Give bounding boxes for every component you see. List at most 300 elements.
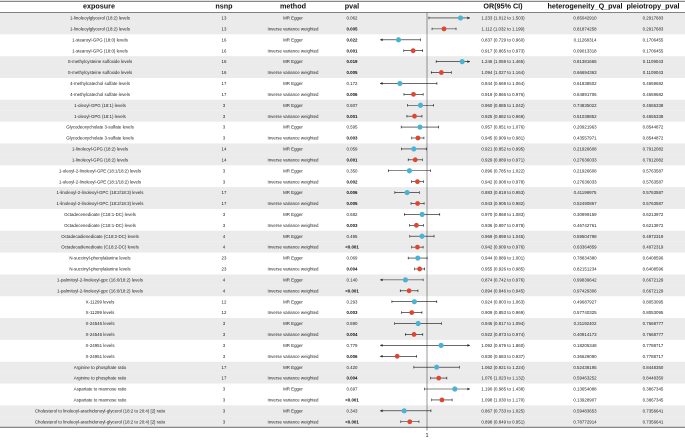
heterogeneity-cell: 0.21192402 — [573, 321, 597, 327]
pval-cell: 0.495 — [346, 233, 358, 239]
method-cell: MR Egger — [283, 124, 303, 130]
table-row — [70, 81, 664, 86]
exposure-cell: N-succinyl-phenylalanine levels — [69, 255, 131, 261]
method-cell: MR Egger — [283, 37, 303, 43]
heterogeneity-cell: 0.46742761 — [573, 222, 597, 228]
pleiotropy-cell: 0.1109043 — [642, 59, 664, 65]
method-cell: MR Egger — [283, 299, 303, 305]
pleiotropy-cell: 0.5763587 — [642, 179, 664, 185]
pleiotropy-cell: 0.4655338 — [642, 102, 664, 108]
or-ci-cell: 0.924 (0.803 to 1.063) — [481, 299, 525, 305]
pleiotropy-cell: 0.6672129 — [642, 277, 664, 283]
pval-cell: 0.595 — [346, 124, 358, 130]
or-ci-cell: 0.960 (0.885 to 1.042) — [481, 102, 525, 108]
ivw-estimate-point — [407, 419, 412, 424]
heterogeneity-cell: 0.09013318 — [573, 48, 597, 54]
pval-cell: 0.069 — [346, 255, 358, 261]
pval-cell: 0.140 — [346, 277, 358, 283]
method-cell: Inverse variance weighted — [267, 266, 319, 272]
exposure-cell: X-24951 levels — [85, 353, 115, 359]
table-row — [66, 125, 664, 130]
method-cell: Inverse variance weighted — [267, 332, 319, 338]
heterogeneity-cell: 0.74835022 — [573, 102, 597, 108]
method-cell: Inverse variance weighted — [267, 157, 319, 163]
egger-estimate-point — [412, 299, 417, 304]
header-pval: pval — [344, 1, 360, 11]
pleiotropy-cell: 0.8448350 — [642, 375, 664, 381]
or-ci-cell: 0.929 (0.889 to 0.971) — [481, 157, 525, 163]
method-cell: MR Egger — [283, 321, 303, 327]
egger-estimate-point — [396, 37, 401, 42]
nsnp-cell: 17 — [221, 201, 227, 207]
nsnp-cell: 13 — [221, 15, 227, 21]
egger-estimate-point — [411, 146, 416, 151]
exposure-cell: S-methylcysteine sulfoxide levels — [67, 59, 133, 65]
heterogeneity-cell: 0.52490867 — [573, 201, 597, 207]
exposure-cell: X-11299 levels — [85, 310, 115, 316]
table-row — [64, 212, 664, 217]
header-method: method — [280, 1, 306, 11]
pleiotropy-cell: 0.2917683 — [642, 15, 664, 21]
exposure-cell: 4-methylcatechol sulfate levels — [70, 91, 130, 97]
exposure-cell: 1-stearoyl-GPG (18:0) levels — [72, 48, 128, 54]
or-ci-cell: 0.898 (0.849 to 0.951) — [481, 419, 525, 425]
pleiotropy-cell: 0.8544872 — [642, 135, 664, 141]
pleiotropy-cell: 0.4972319 — [642, 233, 664, 239]
exposure-cell: 1-oleoyl-2-linoleoyl-GPE (18:1/18:2) levels — [58, 179, 142, 185]
nsnp-cell: 13 — [221, 26, 227, 32]
nsnp-cell: 3 — [222, 211, 226, 217]
heterogeneity-cell: 0.27636033 — [573, 157, 597, 163]
pleiotropy-cell: 0.1706455 — [642, 37, 664, 43]
heterogeneity-cell: 0.82151234 — [573, 266, 597, 272]
ivw-estimate-point — [395, 354, 400, 359]
method-cell: MR Egger — [283, 255, 303, 261]
header-row — [83, 2, 680, 11]
or-ci-cell: 0.922 (0.873 to 0.974) — [481, 332, 525, 338]
method-cell: Inverse variance weighted — [267, 91, 319, 97]
heterogeneity-cell: 0.13928907 — [573, 397, 597, 403]
method-cell: MR Egger — [283, 59, 303, 65]
heterogeneity-cell: 0.59483653 — [573, 408, 597, 414]
pleiotropy-cell: 0.6213972 — [642, 211, 664, 217]
ivw-estimate-point — [440, 398, 445, 403]
heterogeneity-cell: 0.78772914 — [573, 419, 597, 425]
exposure-cell: N-succinyl-phenylalanine levels — [69, 266, 131, 272]
pval-cell: 0.062 — [346, 15, 358, 21]
nsnp-cell: 4 — [222, 244, 226, 250]
or-ci-cell: 0.830 (0.683 to 0.937) — [481, 353, 525, 359]
method-cell: MR Egger — [283, 190, 303, 196]
ivw-estimate-point — [415, 245, 420, 250]
ivw-estimate-point — [411, 92, 416, 97]
table-row — [64, 223, 664, 228]
egger-estimate-point — [404, 190, 409, 195]
method-cell: Inverse variance weighted — [267, 70, 319, 76]
pval-cell: 0.172 — [346, 81, 358, 87]
pval-cell: 0.343 — [346, 408, 358, 414]
or-ci-cell: 1.246 (1.059 to 1.465) — [481, 59, 525, 65]
or-ci-cell: 0.909 (0.853 to 0.969) — [481, 310, 525, 316]
nsnp-cell: 12 — [221, 310, 227, 316]
ci-arrow-right — [467, 344, 470, 347]
egger-estimate-point — [420, 212, 425, 217]
pval-cell: <0.001 — [345, 244, 359, 250]
pleiotropy-cell: 0.7356641 — [642, 408, 664, 414]
or-ci-cell: 0.837 (0.729 to 0.960) — [481, 37, 525, 43]
egger-estimate-point — [418, 103, 423, 108]
pval-cell: 0.004 — [346, 375, 358, 381]
pleiotropy-cell: 0.4659682 — [642, 91, 664, 97]
pval-cell: 0.001 — [346, 48, 358, 54]
method-cell: Inverse variance weighted — [267, 310, 319, 316]
pleiotropy-cell: 0.7788717 — [642, 353, 664, 359]
nsnp-cell: 17 — [221, 190, 227, 196]
pleiotropy-cell: 0.4972319 — [642, 244, 664, 250]
exposure-cell: Glycodeoxycholate 3-sulfate levels — [66, 135, 134, 141]
or-ci-cell: 0.874 (0.742 to 0.976) — [481, 277, 525, 283]
exposure-cell: Aspartate to mannose ratio — [73, 397, 127, 403]
method-cell: MR Egger — [283, 408, 303, 414]
exposure-cell: 1-oleoyl-GPG (18:1) levels — [74, 113, 126, 119]
exposure-cell: Arginine to phosphate ratio — [73, 364, 127, 370]
pval-cell: 0.022 — [346, 37, 358, 43]
egger-estimate-point — [458, 15, 463, 20]
egger-estimate-point — [415, 255, 420, 260]
exposure-cell: Octadecenedioate (C18:1-DC) levels — [64, 211, 136, 217]
pval-cell: 0.003 — [346, 310, 358, 316]
or-ci-cell: 1.076 (1.023 to 1.132) — [481, 375, 525, 381]
nsnp-cell: 4 — [222, 288, 226, 294]
table-row — [66, 136, 664, 141]
or-ci-cell: 0.919 (0.866 to 0.976) — [481, 91, 525, 97]
nsnp-cell: 16 — [221, 37, 227, 43]
nsnp-cell: 14 — [221, 146, 227, 152]
pleiotropy-cell: 0.4655338 — [642, 113, 664, 119]
nsnp-cell: 3 — [222, 397, 226, 403]
heterogeneity-cell: 0.49687927 — [573, 299, 597, 305]
egger-estimate-point — [417, 124, 422, 129]
heterogeneity-cell: 0.85042910 — [573, 15, 597, 21]
heterogeneity-cell: 0.78834380 — [573, 255, 597, 261]
header-exposure: exposure — [83, 1, 115, 11]
table-row — [72, 48, 664, 53]
exposure-cell: 1-oleoyl-GPG (18:1) levels — [74, 102, 126, 108]
exposure-cell: Octadecadienedioate (C18:2-DC) levels — [61, 233, 139, 239]
pleiotropy-cell: 0.7356641 — [642, 419, 664, 425]
heterogeneity-cell: 0.81381665 — [573, 59, 597, 65]
exposure-cell: 1-linoleoyl-2-linoleoyl-GPC (18:2/18:3) levels — [56, 201, 144, 207]
pval-cell: 0.590 — [346, 321, 358, 327]
exposure-cell: 1-linoleoyl-GPG (18:2) levels — [71, 146, 129, 152]
nsnp-cell: 3 — [222, 408, 226, 414]
egger-estimate-point — [416, 321, 421, 326]
ivw-estimate-point — [412, 114, 417, 119]
header-or-ci: OR(95% CI) — [483, 1, 523, 11]
nsnp-cell: 3 — [222, 386, 226, 392]
table-row — [86, 299, 664, 304]
exposure-cell: X-24546 levels — [85, 332, 115, 338]
pleiotropy-cell: 0.8448350 — [642, 364, 664, 370]
method-cell: MR Egger — [283, 277, 303, 283]
pleiotropy-cell: 0.6408596 — [642, 255, 664, 261]
pval-cell: 0.005 — [346, 70, 358, 76]
method-cell: MR Egger — [283, 146, 303, 152]
heterogeneity-cell: 0.11268314 — [573, 37, 597, 43]
exposure-cell: 1-linoleoyl-GPG (18:2) levels — [71, 157, 129, 163]
nsnp-cell: 3 — [222, 113, 226, 119]
nsnp-cell: 4 — [222, 277, 226, 283]
or-ci-cell: 0.896 (0.785 to 1.022) — [481, 168, 525, 174]
pleiotropy-cell: 0.2917683 — [642, 26, 664, 32]
pleiotropy-cell: 0.7668777 — [642, 321, 664, 327]
exposure-cell: 1-stearoyl-GPG (18:0) levels — [72, 37, 128, 43]
exposure-cell: X-24546 levels — [85, 321, 115, 327]
heterogeneity-cell: 0.52438195 — [573, 364, 597, 370]
ivw-estimate-point — [411, 48, 416, 53]
heterogeneity-cell: 0.20921963 — [573, 124, 597, 130]
ivw-estimate-point — [416, 136, 421, 141]
pleiotropy-cell: 0.8544872 — [642, 124, 664, 130]
nsnp-cell: 3 — [222, 353, 226, 359]
method-cell: Inverse variance weighted — [267, 48, 319, 54]
heterogeneity-cell: 0.59504798 — [573, 233, 597, 239]
heterogeneity-cell: 0.99839642 — [573, 277, 597, 283]
pleiotropy-cell: 0.7912082 — [642, 146, 664, 152]
x-tick-label: 1 — [425, 433, 429, 439]
pleiotropy-cell: 0.3867345 — [642, 386, 664, 392]
pval-cell: 0.507 — [346, 102, 358, 108]
method-cell: MR Egger — [283, 15, 303, 21]
pval-cell: 0.001 — [346, 157, 358, 163]
nsnp-cell: 17 — [221, 375, 227, 381]
pval-cell: <0.001 — [345, 419, 359, 425]
or-ci-cell: 1.092 (0.679 to 1.860) — [481, 342, 525, 348]
heterogeneity-cell: 0.61838502 — [573, 81, 597, 87]
ivw-estimate-point — [409, 310, 414, 315]
pval-cell: <0.001 — [345, 288, 359, 294]
pleiotropy-cell: 0.5763587 — [642, 190, 664, 196]
method-cell: Inverse variance weighted — [267, 222, 319, 228]
method-cell: Inverse variance weighted — [267, 419, 319, 425]
or-ci-cell: 1.112 (1.032 to 1.199) — [481, 26, 525, 32]
or-ci-cell: 1.233 (1.012 to 1.503) — [481, 15, 525, 21]
method-cell: MR Egger — [283, 211, 303, 217]
heterogeneity-cell: 0.18205348 — [573, 342, 597, 348]
method-cell: MR Egger — [283, 364, 303, 370]
or-ci-cell: 0.917 (0.865 to 0.973) — [481, 48, 525, 54]
pleiotropy-cell: 0.7668777 — [642, 332, 664, 338]
heterogeneity-cell: 0.59463252 — [573, 375, 597, 381]
method-cell: MR Egger — [283, 168, 303, 174]
ivw-estimate-point — [412, 332, 417, 337]
ci-arrow-left — [380, 355, 383, 358]
or-ci-cell: 0.867 (0.733 to 1.025) — [481, 408, 525, 414]
exposure-cell: Cholesterol to linoleoyl-arachidonoyl-glycerol (18:2 to 20:4) [2] ratio — [34, 408, 166, 414]
exposure-cell: 1-linoleoylglycerol (18:2) levels — [69, 26, 131, 32]
ivw-estimate-point — [417, 267, 422, 272]
or-ci-cell: 0.921 (0.852 to 0.995) — [481, 146, 525, 152]
table-row — [86, 310, 664, 315]
method-cell: Inverse variance weighted — [267, 375, 319, 381]
heterogeneity-cell: 0.63364859 — [573, 244, 597, 250]
method-cell: Inverse variance weighted — [267, 288, 319, 294]
header-nsnp: nsnp — [215, 1, 233, 11]
nsnp-cell: 3 — [222, 342, 226, 348]
pval-cell: 0.002 — [346, 179, 358, 185]
pleiotropy-cell: 0.6213972 — [642, 222, 664, 228]
pleiotropy-cell: 0.6408596 — [642, 266, 664, 272]
nsnp-cell: 16 — [221, 59, 227, 65]
ivw-estimate-point — [436, 376, 441, 381]
or-ci-cell: 0.946 (0.817 to 1.094) — [481, 321, 525, 327]
or-ci-cell: 0.957 (0.851 to 1.076) — [481, 124, 525, 130]
exposure-cell: Arginine to phosphate ratio — [73, 375, 127, 381]
exposure-cell: 1-oleoyl-2-linoleoyl-GPE (18:1/18:2) levels — [58, 168, 142, 174]
egger-estimate-point — [460, 59, 465, 64]
egger-estimate-point — [434, 365, 439, 370]
ci-arrow-left — [380, 82, 383, 85]
method-cell: MR Egger — [283, 342, 303, 348]
ivw-estimate-point — [415, 179, 420, 184]
nsnp-cell: 3 — [222, 419, 226, 425]
heterogeneity-cell: 0.81874258 — [573, 26, 597, 32]
method-cell: Inverse variance weighted — [267, 113, 319, 119]
pval-cell: 0.019 — [346, 59, 358, 65]
method-cell: Inverse variance weighted — [267, 201, 319, 207]
or-ci-cell: 0.894 (0.846 to 0.945) — [481, 288, 525, 294]
exposure-cell: 1-palmitoyl-2-linoleoyl-gpc (16:0/18:2) levels — [57, 277, 143, 283]
table-row — [69, 267, 664, 272]
method-cell: Inverse variance weighted — [267, 397, 319, 403]
nsnp-cell: 4 — [222, 233, 226, 239]
nsnp-cell: 3 — [222, 179, 226, 185]
pleiotropy-cell: 0.5763587 — [642, 168, 664, 174]
egger-estimate-point — [403, 277, 408, 282]
or-ci-cell: 1.062 (0.921 to 1.224) — [481, 364, 525, 370]
pleiotropy-cell: 0.1706455 — [642, 48, 664, 54]
exposure-cell: 1-linoleoyl-2-linoleoyl-GPC (18:2/18:3) levels — [56, 190, 144, 196]
pleiotropy-cell: 0.3867345 — [642, 397, 664, 403]
egger-estimate-point — [438, 343, 443, 348]
or-ci-cell: 1.094 (1.027 to 1.164) — [481, 70, 525, 76]
nsnp-cell: 17 — [221, 364, 227, 370]
ci-arrow-left — [380, 344, 383, 347]
method-cell: MR Egger — [283, 102, 303, 108]
heterogeneity-cell: 0.64891706 — [573, 91, 597, 97]
pval-cell: 0.293 — [346, 299, 358, 305]
nsnp-cell: 3 — [222, 332, 226, 338]
table-row — [72, 37, 664, 42]
exposure-cell: X-24951 levels — [85, 342, 115, 348]
pleiotropy-cell: 0.8053095 — [642, 310, 664, 316]
ivw-estimate-point — [415, 201, 420, 206]
pleiotropy-cell: 0.7912082 — [642, 157, 664, 163]
or-ci-cell: 0.955 (0.926 to 0.985) — [481, 266, 525, 272]
ci-arrow-right — [467, 388, 470, 391]
pleiotropy-cell: 0.5763587 — [642, 201, 664, 207]
or-ci-cell: 1.098 (1.030 to 1.170) — [481, 397, 525, 403]
table-row — [59, 179, 664, 184]
pval-cell: 0.006 — [346, 91, 358, 97]
nsnp-cell: 3 — [222, 321, 226, 327]
pval-cell: 0.003 — [346, 222, 358, 228]
egger-estimate-point — [407, 168, 412, 173]
pval-cell: 0.059 — [346, 146, 358, 152]
nsnp-cell: 17 — [221, 81, 227, 87]
egger-estimate-point — [397, 81, 402, 86]
exposure-cell: Octadecenedioate (C18:1-DC) levels — [64, 222, 136, 228]
table-row — [70, 92, 664, 97]
pval-cell: 0.779 — [346, 342, 358, 348]
nsnp-cell: 16 — [221, 48, 227, 54]
nsnp-cell: 12 — [221, 299, 227, 305]
heterogeneity-cell: 0.21926608 — [573, 168, 597, 174]
heterogeneity-cell: 0.21926608 — [573, 146, 597, 152]
method-cell: Inverse variance weighted — [267, 353, 319, 359]
pval-cell: 0.006 — [346, 353, 358, 359]
table-row — [85, 343, 663, 348]
pval-cell: 0.005 — [346, 201, 358, 207]
nsnp-cell: 3 — [222, 124, 226, 130]
or-ci-cell: 0.942 (0.908 to 0.978) — [481, 179, 525, 185]
or-ci-cell: 1.190 (0.985 to 1.438) — [481, 386, 525, 392]
or-ci-cell: 0.944 (0.889 to 1.001) — [481, 255, 525, 261]
ivw-estimate-point — [407, 288, 412, 293]
egger-estimate-point — [452, 386, 457, 391]
or-ci-cell: 0.925 (0.882 to 0.969) — [481, 113, 525, 119]
exposure-cell: Aspartate to mannose ratio — [73, 386, 127, 392]
heterogeneity-cell: 0.13654088 — [573, 386, 597, 392]
method-cell: Inverse variance weighted — [267, 244, 319, 250]
header-pleiotropy: pleiotropy_pval — [626, 1, 680, 11]
exposure-cell: Octadecadienedioate (C18:2-DC) levels — [61, 244, 139, 250]
nsnp-cell: 3 — [222, 222, 226, 228]
or-ci-cell: 0.943 (0.905 to 0.982) — [481, 201, 525, 207]
nsnp-cell: 3 — [222, 135, 226, 141]
pval-cell: 0.697 — [346, 386, 358, 392]
pval-cell: 0.420 — [346, 364, 358, 370]
or-ci-cell: 0.942 (0.909 to 0.976) — [481, 244, 525, 250]
pval-cell: 0.001 — [346, 113, 358, 119]
pval-cell: 0.005 — [346, 26, 358, 32]
egger-estimate-point — [419, 234, 424, 239]
exposure-cell: Glycodeoxycholate 3-sulfate levels — [66, 124, 134, 130]
pval-cell: 0.682 — [346, 211, 358, 217]
table-row — [74, 398, 664, 403]
nsnp-cell: 16 — [221, 70, 227, 76]
or-ci-cell: 0.969 (0.898 to 1.045) — [481, 233, 525, 239]
heterogeneity-cell: 0.57740325 — [573, 310, 597, 316]
method-cell: Inverse variance weighted — [267, 135, 319, 141]
heterogeneity-cell: 0.27636033 — [573, 179, 597, 185]
pval-cell: 0.004 — [346, 266, 358, 272]
table-row — [59, 168, 664, 173]
heterogeneity-cell: 0.97429306 — [573, 288, 597, 294]
pval-cell: 0.350 — [346, 168, 358, 174]
pval-cell: 0.004 — [346, 332, 358, 338]
heterogeneity-cell: 0.66694363 — [573, 70, 597, 76]
table-row — [74, 387, 664, 392]
pval-cell: 0.006 — [346, 190, 358, 196]
or-ci-cell: 0.883 (0.818 to 0.953) — [481, 190, 525, 196]
heterogeneity-cell: 0.43557971 — [573, 135, 597, 141]
pleiotropy-cell: 0.8053095 — [642, 299, 664, 305]
heterogeneity-cell: 0.41199975 — [573, 190, 597, 196]
nsnp-cell: 17 — [221, 91, 227, 97]
method-cell: MR Egger — [283, 81, 303, 87]
pleiotropy-cell: 0.6672129 — [642, 288, 664, 294]
